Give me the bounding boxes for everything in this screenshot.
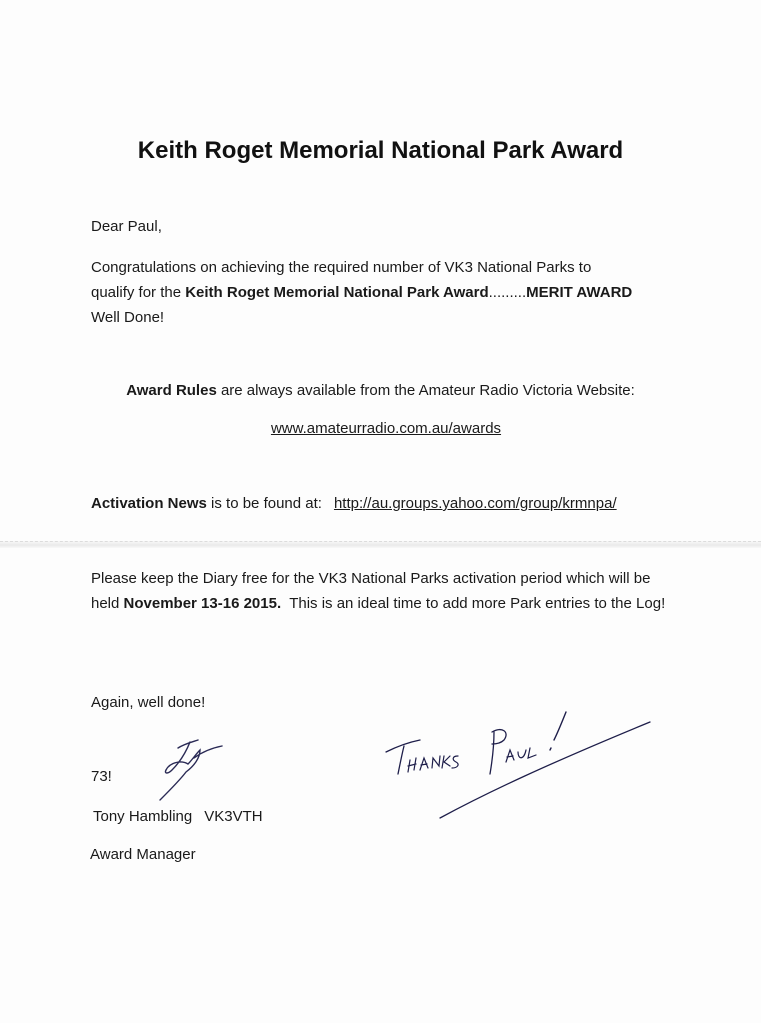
merit-award: MERIT AWARD	[526, 284, 633, 301]
award-dots: .........	[488, 284, 527, 301]
activation-dates: November 13-16 2015.	[123, 595, 282, 612]
congrats-line-2	[91, 280, 681, 305]
diary-paragraph	[91, 566, 681, 616]
diary-text-2: This is an ideal time to add more Park entries to the Log!	[281, 595, 666, 612]
award-rules-url[interactable]	[0, 416, 761, 441]
congrats-line-3: Well Done!	[91, 309, 165, 326]
award-name: Keith Roget Memorial National Park Award	[185, 284, 489, 301]
signer-name: Tony Hambling	[93, 808, 193, 825]
award-rules-text: are always available from the Amateur Radio Victoria Website:	[216, 382, 635, 399]
award-rules-label: Award Rules	[126, 382, 217, 399]
paper-fold-line	[0, 541, 761, 548]
handwritten-signature	[150, 730, 240, 805]
letter-title: Keith Roget Memorial National Park Award	[137, 137, 624, 164]
congrats-line-1: Congratulations on achieving the required number of VK3 National Parks to	[91, 259, 592, 276]
salutation: Dear Paul,	[91, 218, 162, 235]
congratulations-paragraph	[91, 255, 681, 330]
activation-news-text: is to be found at:	[206, 495, 322, 512]
congrats-line-2-prefix: qualify for the	[91, 284, 186, 301]
activation-news-link[interactable]: http://au.groups.yahoo.com/group/krmnpa/	[333, 495, 617, 512]
signer-callsign: VK3VTH	[204, 808, 263, 825]
award-rules-link[interactable]: www.amateurradio.com.au/awards	[270, 420, 502, 437]
signer-role: Award Manager	[90, 846, 196, 863]
sign-off: 73!	[91, 768, 112, 785]
closing-line: Again, well done!	[91, 694, 206, 711]
diary-text-1: Please keep the Diary free for the VK3 National Parks activation period which will be held	[91, 570, 651, 612]
handwritten-thanks-note	[378, 708, 663, 828]
activation-news-label: Activation News	[91, 495, 207, 512]
award-rules-line	[0, 378, 761, 403]
activation-news-line	[91, 491, 691, 516]
